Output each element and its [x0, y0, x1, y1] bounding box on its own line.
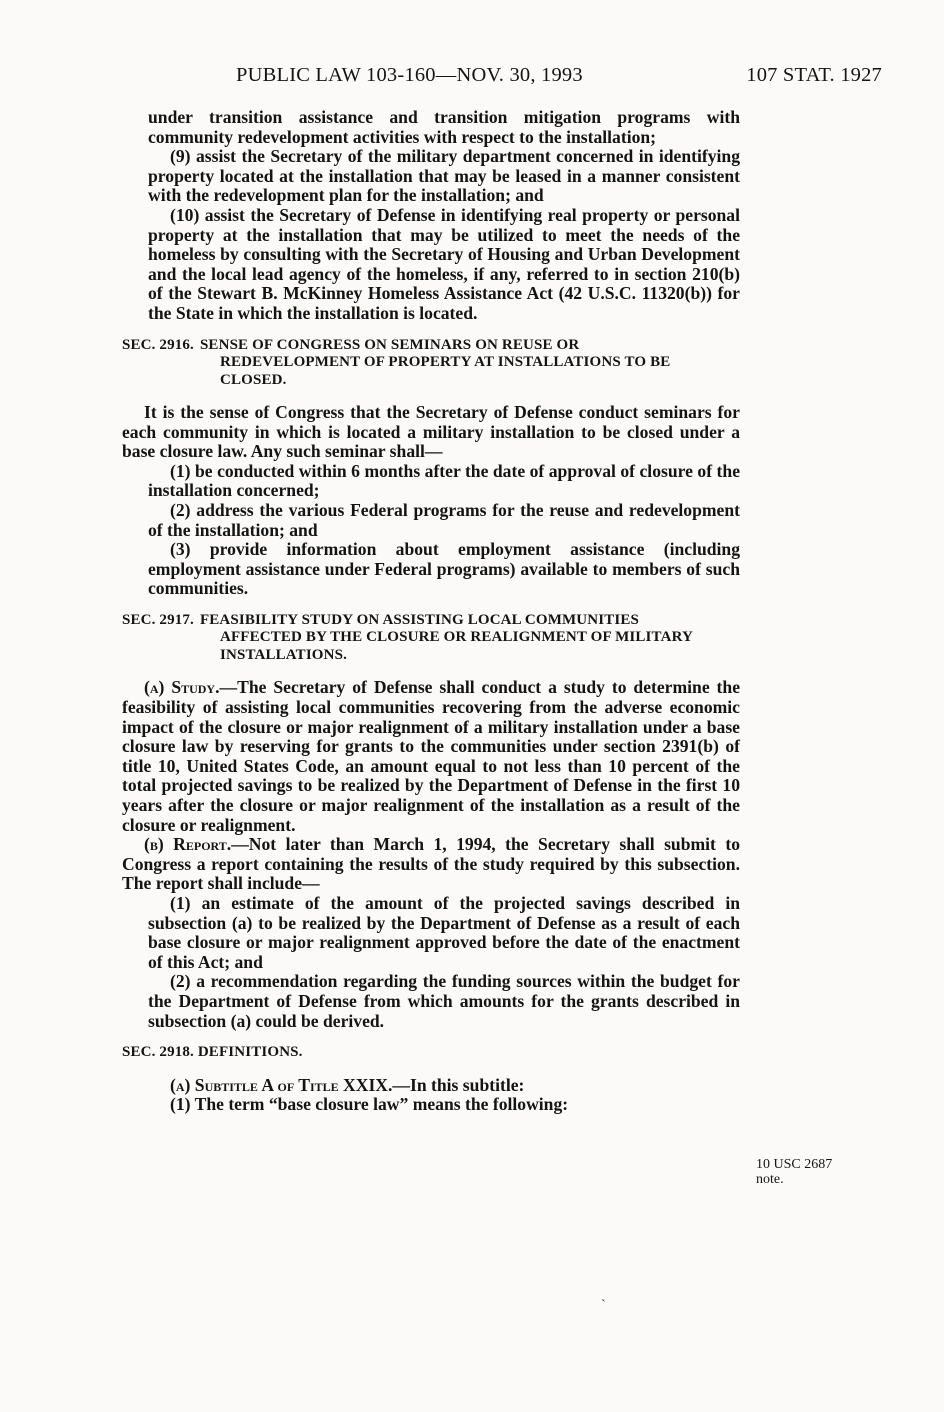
subsection-heading: (a) Study.	[144, 677, 220, 698]
section-2918-subsection-a	[148, 1076, 740, 1096]
section-number: SEC. 2916.	[122, 336, 194, 353]
section-2917-item-2: (2) a recommendation regarding the funding sources within the budget for the Department of Defense from which amounts for the grants described in subsection (a) could be derived.	[148, 971, 740, 1031]
section-2916-item-2: (2) address the various Federal programs for the reuse and redevelopment of the installation; and	[148, 500, 740, 540]
running-head-title: PUBLIC LAW 103-160—NOV. 30, 1993	[236, 64, 583, 86]
paragraph-9: (9) assist the Secretary of the military department concerned in identifying property located at the installation that may be leased in a manner consistent with the redevelopment plan for the installation; and	[148, 146, 740, 206]
section-title-continuation: REDEVELOPMENT OF PROPERTY AT INSTALLATIONS TO BE CLOSED.	[220, 354, 671, 388]
section-2917-subsection-a	[122, 678, 740, 835]
section-2917-item-1: (1) an estimate of the amount of the projected savings described in subsection (a) to be realized by the Department of Defense as a result of each base closure or major realignment approved before the date of the enactment of this Act; and	[148, 893, 740, 972]
section-title-line: FEASIBILITY STUDY ON ASSISTING LOCAL COMMUNITIES	[199, 611, 640, 628]
stray-mark: `	[601, 1298, 606, 1313]
subsection-text: —Not later than March 1, 1994, the Secretary shall submit to Congress a report containing the results of the study required by this subsection. The report shall include—	[122, 834, 741, 894]
section-2918-item-1: (1) The term “base closure law” means the following:	[170, 1094, 569, 1115]
subsection-text: —The Secretary of Defense shall conduct a study to determine the feasibility of assisting local communities recovering from the adverse economic impact of the closure or major realignment of a military installation under a base closure law by reserving for grants to the communities under section 2391(b) of title 10, United States Code, an amount equal to not less than 10 percent of the total projected savings to be realized by the Department of Defense in the first 10 years after the closure or major realignment of the installation as a result of the closure or realignment.	[122, 677, 741, 835]
body-text	[122, 107, 741, 1115]
continuation-paragraph: under transition assistance and transition mitigation programs with community redevelopment activities with respect to the installation;	[148, 107, 740, 147]
margin-note-citation: 10 USC 2687	[756, 1157, 833, 1172]
subsection-heading: (b) Report.	[144, 834, 232, 855]
section-2916-item-3: (3) provide information about employment assistance (including employment assistance under Federal programs) available to members of such communities.	[148, 539, 740, 599]
section-2916-item-1: (1) be conducted within 6 months after the date of approval of closure of the installation concerned;	[148, 460, 740, 501]
section-title-continuation: AFFECTED BY THE CLOSURE OR REALIGNMENT OF MILITARY INSTALLATIONS.	[220, 629, 693, 663]
section-number: SEC. 2917.	[122, 611, 194, 628]
section-title-line: SENSE OF CONGRESS ON SEMINARS ON REUSE OR	[199, 336, 580, 353]
subsection-text: —In this subtitle:	[392, 1074, 525, 1095]
section-heading-text: SEC. 2918. DEFINITIONS.	[122, 1044, 303, 1061]
page-header	[0, 64, 944, 94]
margin-note-suffix: note.	[756, 1172, 784, 1187]
section-2917-heading	[122, 612, 740, 665]
section-2918-heading	[122, 1044, 740, 1062]
section-2917-subsection-b	[122, 835, 740, 894]
section-2916-heading	[122, 337, 740, 390]
subsection-heading: (a) Subtitle A of Title XXIX.	[170, 1074, 393, 1095]
statute-page-number: 107 STAT. 1927	[746, 64, 882, 86]
margin-note	[756, 1157, 856, 1187]
paragraph-10: (10) assist the Secretary of Defense in identifying real property or personal property at the installation that may be utilized to meet the needs of the homeless by consulting with the Secretary of Housing and Urban Development and the local lead agency of the homeless, if any, referred to in section 210(b) of the Stewart B. McKinney Homeless Assistance Act (42 U.S.C. 11320(b)) for the State in which the installation is located.	[148, 204, 740, 323]
section-2916-intro: It is the sense of Congress that the Secretary of Defense conduct seminars for each community in which is located a military installation to be closed under a base closure law. Any such seminar shall—	[122, 402, 740, 462]
